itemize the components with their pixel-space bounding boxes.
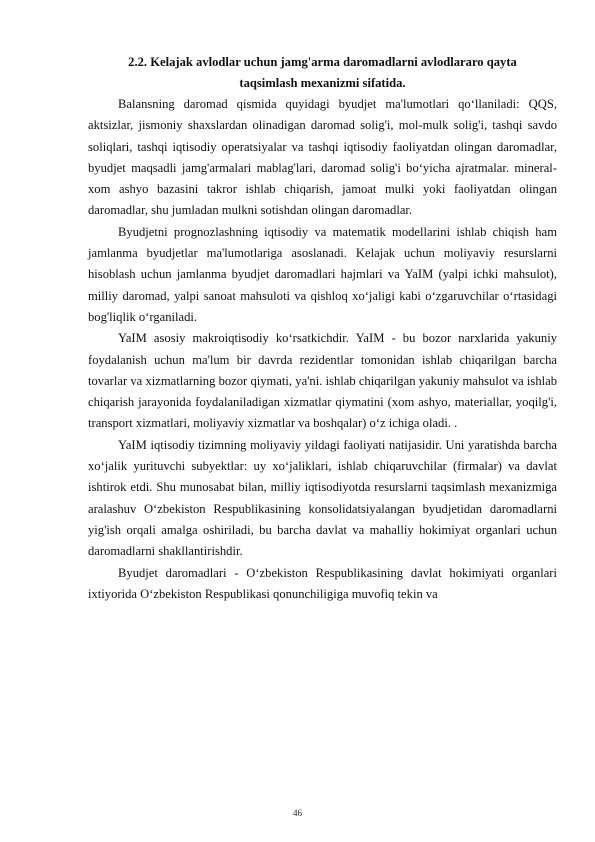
section-heading-line-2: taqsimlash mexanizmi sifatida.	[239, 76, 406, 90]
paragraph-3: YaIM asosiy makroiqtisodiy ko‘rsatkichdir. YaIM - bu bozor narxlarida yakuniy foydalanish uchun ma'lum bir davrda rezidentlar tomonidan ishlab chiqarilgan barcha tovarlar va xizmatlarning bozor qiymati, ya'ni. ishlab chiqarilgan yakuniy mahsulot va ishlab chiqarish jarayonida foydalaniladigan xizmatlar qiymatini (xom ashyo, materiallar, yoqilg'i, transport xizmatlari, moliyaviy xizmatlar va boshqalar) o‘z ichiga oladi. .	[88, 331, 557, 431]
paragraph-4: YaIM iqtisodiy tizimning moliyaviy yildagi faoliyati natijasidir. Uni yaratishda barcha xo‘jalik yurituvchi subyektlar: uy xo‘jaliklari, ishlab chiqaruvchilar (firmalar) va davlat ishtirok etdi. Shu munosabat bilan, milliy iqtisodiyotda resurslarni taqsimlash mexanizmiga aralashuv O‘zbekiston Respublikasining konsolidatsiyalangan byudjetidan daromadlarni yig'ish orqali amalga oshiriladi, bu barcha davlat va mahalliy hokimiyat organlari uchun daromadlarni shakllantirishdir.	[88, 437, 557, 559]
paragraph-5: Byudjet daromadlari - O‘zbekiston Respublikasining davlat hokimiyati organlari ixtiyorida O‘zbekiston Respublikasi qonunchiligiga muvofiq tekin va	[88, 565, 557, 601]
document-page	[88, 52, 557, 605]
section-heading	[88, 52, 557, 94]
paragraph-1: Balansning daromad qismida quyidagi byudjet ma'lumotlari qo‘llaniladi: QQS, aktsizlar, jismoniy shaxslardan olinadigan daromad solig'i, mol-mulk solig'i, tashqi savdo soliqlari, tashqi iqtisodiy operatsiyalar va tashqi iqtisodiy faoliyatdan olingan daromadlar, byudjet maqsadli jamg'armalari mablag'lari, daromad solig'i bo‘yicha ajratmalar. mineral-xom ashyo bazasini takror ishlab chiqarish, jamoat mulki yoki faoliyatdan olingan daromadlar, shu jumladan mulkni sotishdan olingan daromadlar.	[88, 97, 557, 218]
page-number: 46	[293, 808, 302, 818]
paragraph-2: Byudjetni prognozlashning iqtisodiy va matematik modellarini ishlab chiqish ham jamlanma byudjetlar ma'lumotlariga asoslanadi. Kelajak uchun moliyaviy resurslarni hisoblash uchun jamlanma byudjet daromadlari hajmlari va YaIM (yalpi ichki mahsulot), milliy daromad, yalpi sanoat mahsuloti va qishloq xo‘jaligi kabi o‘zgaruvchilar o‘rtasidagi bog'liqlik o‘rganiladi.	[88, 224, 557, 324]
section-heading-line-1: 2.2. Kelajak avlodlar uchun jamg'arma daromadlarni avlodlararo qayta	[128, 55, 517, 69]
